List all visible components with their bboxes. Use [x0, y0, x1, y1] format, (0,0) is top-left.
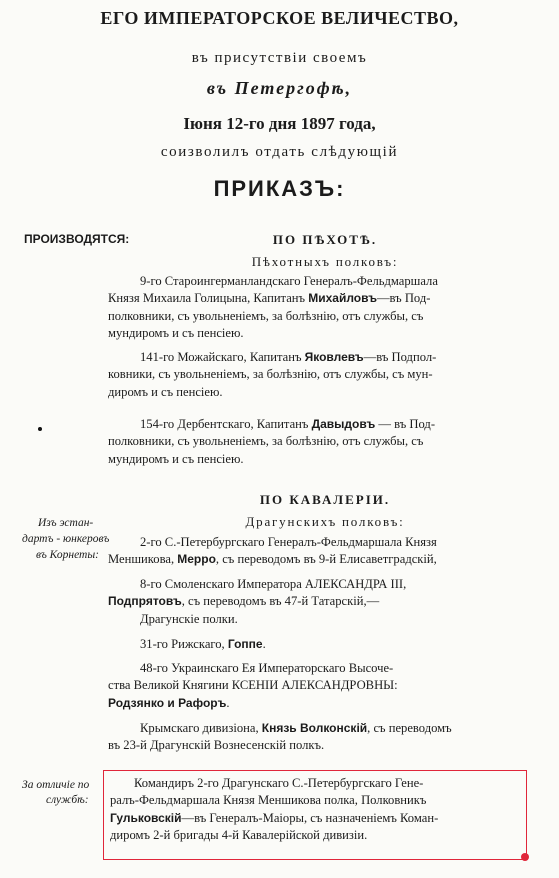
highlight-marker: [521, 853, 529, 861]
infantry-para-1: [108, 273, 533, 343]
text-line: 8-го Смоленскаго Императора АЛЕКСАНДРА III,: [140, 577, 407, 591]
text-line: мундиромъ и съ пенсіею.: [108, 326, 244, 341]
margin-cornets-2: дартъ - юнкеровъ: [22, 533, 110, 545]
order-heading: ПРИКАЗЪ:: [213, 176, 346, 201]
text-line: Командиръ 2-го Драгунскаго С.-Петербургскаго Гене-: [134, 776, 424, 790]
officer-name: Гоппе: [227, 637, 263, 651]
text-line: Меншикова, Мерро, съ переводомъ въ 9-й Елисаветградскій,: [108, 552, 437, 567]
text-line: ралъ-Фельдмаршала Князя Меншикова полка, Полковникъ: [110, 793, 427, 808]
margin-cornets-3: въ Корнеты:: [36, 549, 99, 561]
margin-produced: ПРОИЗВОДЯТСЯ:: [24, 232, 130, 246]
officer-name: Давыдовъ: [311, 417, 376, 431]
margin-cornets-1: Изъ эстан-: [38, 517, 94, 529]
section-cavalry: ПО КАВАЛЕРІИ.: [259, 492, 391, 507]
text-line: 2-го С.-Петербургскаго Генералъ-Фельдмаршала Князя: [140, 535, 437, 549]
officer-name: Яковлевъ: [304, 350, 364, 364]
command-para: [110, 775, 520, 845]
text-line: ства Великой Княгини КСЕНІИ АЛЕКСАНДРОВНЫ:: [108, 678, 398, 693]
header-presence: въ присутствіи своемъ: [191, 50, 368, 66]
cavalry-para-1: [108, 534, 533, 569]
officer-name: Мерро: [177, 552, 216, 567]
officer-name: Подпрятовъ: [108, 594, 182, 609]
text-line: Драгунскіе полки.: [140, 611, 238, 626]
infantry-para-2: [108, 349, 533, 401]
text-line: полковники, съ увольненіемъ, за болѣзнію, отъ службы, съ: [108, 308, 424, 323]
margin-distinction-1: За отличіе по: [22, 779, 90, 791]
text-line: 31-го Рижскаго, Гоппе.: [140, 637, 266, 651]
cavalry-para-5: [108, 720, 533, 755]
officer-name: Гульковскій: [110, 810, 182, 825]
cavalry-para-2: [108, 576, 533, 628]
text-line: 9-го Староингерманландскаго Генералъ-Фельдмаршала: [140, 274, 438, 288]
officer-name: Князь Волконскій: [261, 721, 368, 735]
cavalry-subheading: Драгунскихъ полковъ:: [245, 514, 405, 529]
text-line: Гульковскій—въ Генералъ-Маіоры, съ назначеніемъ Коман-: [110, 810, 439, 825]
text-line: 141-го Можайскаго, Капитанъ Яковлевъ—въ Подпол-: [140, 350, 437, 364]
text-line: Князя Михаила Голицына, Капитанъ Михайловъ—въ Под-: [108, 291, 431, 306]
text-line: въ 23-й Драгунскій Вознесенскій полкъ.: [108, 738, 325, 753]
officer-name: Родзянко и Рафоръ: [108, 695, 227, 710]
text-line: Родзянко и Рафоръ.: [108, 695, 230, 710]
cavalry-para-4: [108, 660, 533, 712]
section-infantry: ПО ПѢХОТѢ.: [272, 232, 378, 247]
text-line: 154-го Дербентскаго, Капитанъ Давыдовъ — въ Под-: [140, 417, 436, 431]
text-line: диромъ и съ пенсіею.: [108, 384, 223, 399]
ink-dot: [38, 427, 42, 431]
cavalry-para-3: [108, 636, 533, 653]
header-date: Іюня 12-го дня 1897 года,: [183, 114, 376, 133]
text-line: Подпрятовъ, съ переводомъ въ 47-й Татарскій,—: [108, 594, 380, 609]
header-deigned: соизволилъ отдать слѣдующій: [160, 144, 399, 160]
infantry-subheading: Пѣхотныхъ полковъ:: [251, 254, 399, 269]
text-line: мундиромъ и съ пенсіею.: [108, 451, 244, 466]
text-line: полковники, съ увольненіемъ, за болѣзнію, отъ службы, съ: [108, 434, 424, 449]
officer-name: Михайловъ: [308, 291, 377, 306]
text-line: 48-го Украинскаго Ея Императорскаго Высоче-: [140, 661, 394, 675]
margin-distinction-2: службѣ:: [46, 794, 89, 806]
infantry-para-3: [108, 416, 533, 468]
header-title: ЕГО ИМПЕРАТОРСКОЕ ВЕЛИЧЕСТВО,: [100, 8, 459, 28]
text-line: диромъ 2-й бригады 4-й Кавалерійской дивизіи.: [110, 828, 368, 843]
header-place: въ Петергофѣ,: [206, 78, 353, 98]
text-line: Крымскаго дивизіона, Князь Волконскій, съ переводомъ: [140, 721, 452, 735]
text-line: ковники, съ увольненіемъ, за болѣзнію, отъ службы, съ мун-: [108, 367, 433, 382]
